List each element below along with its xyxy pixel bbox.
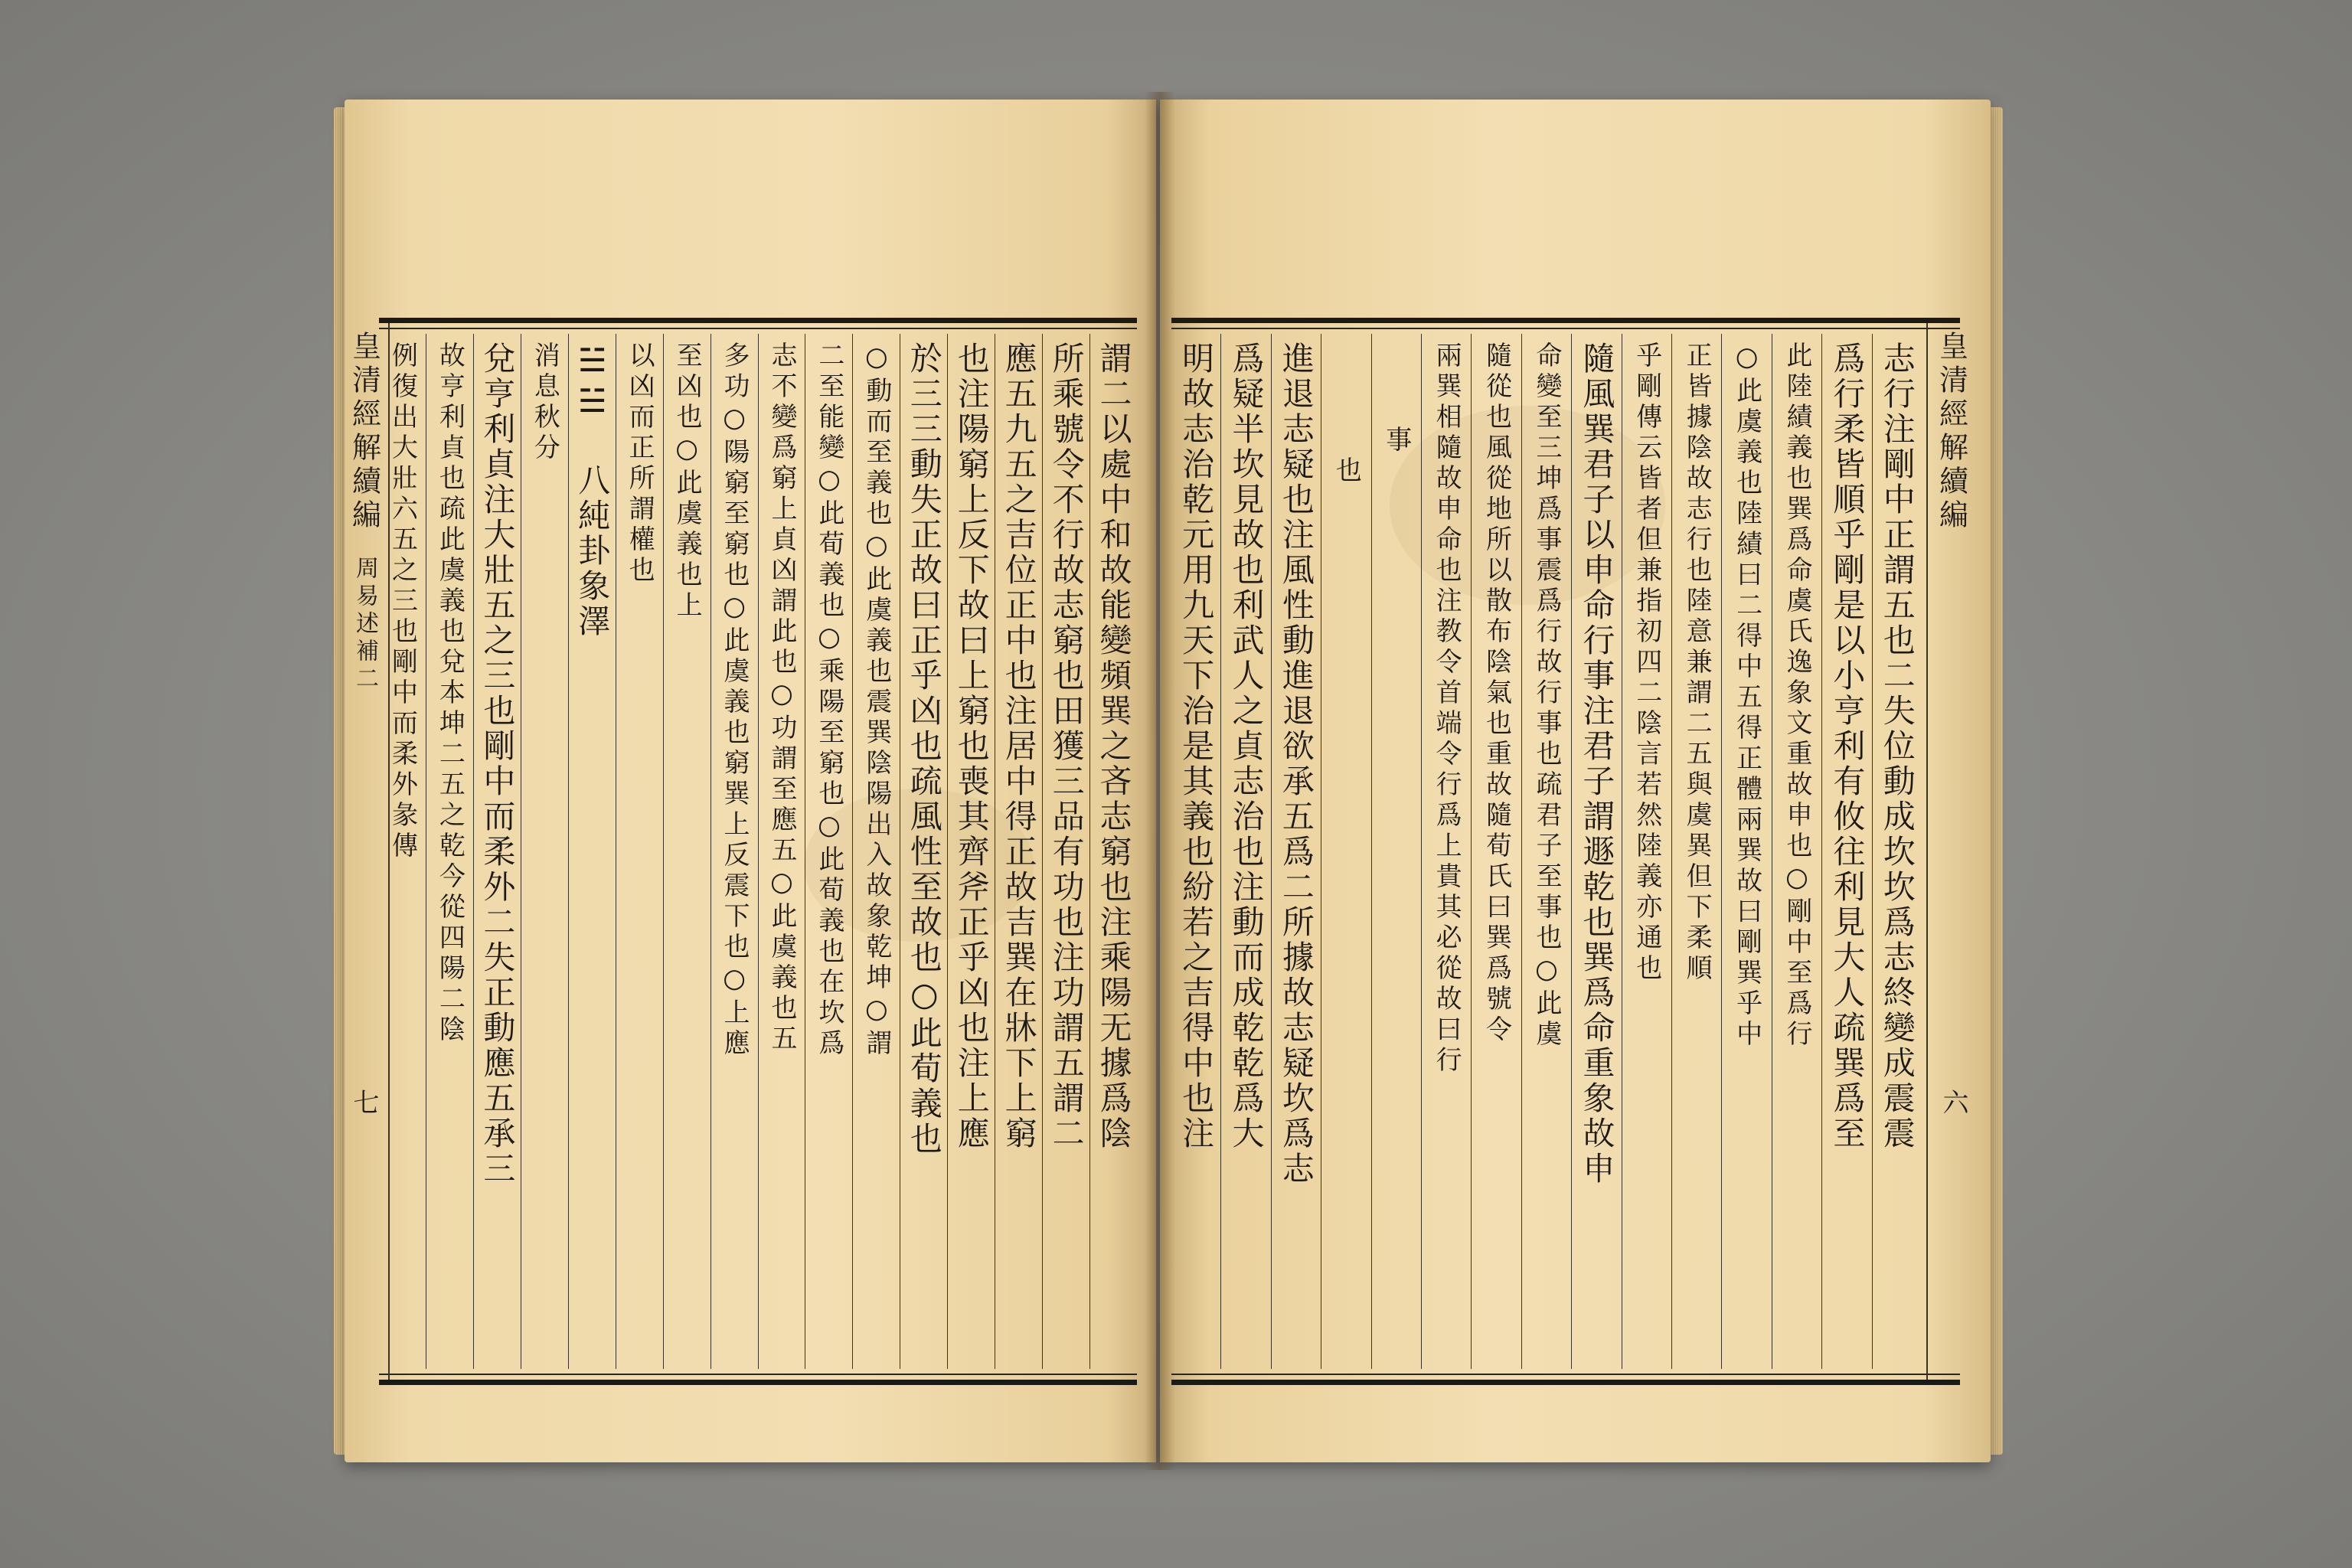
column-text: 所乘號令不行故志窮也田獲三品有功也注功謂五謂二 <box>1047 341 1086 1152</box>
frame-rule-top <box>1171 328 1960 329</box>
column-text: 例復出大壯六五之三也剛中而柔外彖傳 <box>387 341 418 862</box>
text-column <box>426 334 473 1369</box>
column-text: 事 <box>1380 426 1412 456</box>
column-text: 多功○陽窮至窮也○此虞義也窮巽上反震下也○上應 <box>719 341 750 1060</box>
text-column <box>1872 334 1922 1369</box>
column-text: 明故志治乾元用九天下治是其義也紛若之吉得中也注 <box>1178 341 1216 1152</box>
frame-rule-top <box>379 328 1137 329</box>
text-column <box>900 334 947 1369</box>
column-text: 乎剛傳云皆者但兼指初四二陰言若然陸義亦通也 <box>1631 341 1662 985</box>
column-text: ○動而至義也○此虞義也震巽陰陽出入故象乾坤○謂 <box>861 341 892 1060</box>
text-column <box>1571 334 1621 1369</box>
column-text: 也注陽窮上反下故曰上窮也喪其齊斧正乎凶也注上應 <box>952 341 991 1152</box>
text-column <box>1042 334 1089 1369</box>
column-text: ○此虞義也陸績曰二得中五得正體兩巽故曰剛巽乎中 <box>1731 341 1762 1050</box>
text-column <box>1772 334 1821 1369</box>
text-column <box>995 334 1042 1369</box>
column-text: 故亨利貞也疏此虞義也兌本坤二五之乾今從四陽二陰 <box>434 341 466 1046</box>
right-page <box>1160 100 1991 1462</box>
text-column <box>852 334 900 1369</box>
right-page-edges <box>1989 107 2003 1455</box>
column-text: 於三三動失正故曰正乎凶也疏風性至故也○此荀義也 <box>905 341 943 1157</box>
column-text: 至凶也○此虞義也上 <box>671 341 703 622</box>
text-column <box>1421 334 1471 1369</box>
text-column <box>379 334 426 1369</box>
left-sub-title: 周易述補二 <box>351 556 378 694</box>
column-text: 以凶而正所謂權也 <box>624 341 655 586</box>
column-text: 進退志疑也注風性動進退欲承五爲二所據故志疑坎爲志 <box>1277 341 1315 1187</box>
right-fish-tail-strip <box>1926 323 1975 1380</box>
left-folio: 七 <box>348 1089 379 1115</box>
right-columns <box>1171 334 1922 1369</box>
text-column <box>1671 334 1721 1369</box>
right-text-frame <box>1171 318 1968 1385</box>
column-text: 志行注剛中正謂五也二失位動成坎坎爲志終變成震震 <box>1878 341 1916 1152</box>
column-text: 謂二以處中和故能變頻巽之吝志窮也注乘陽无據爲陰 <box>1095 341 1133 1152</box>
column-text: 命變至三坤爲事震爲行故行事也疏君子至事也○此虞 <box>1530 341 1562 1050</box>
left-page <box>345 100 1156 1462</box>
column-text: 兩巽相隨故申命也注教令首端令行爲上貴其必從故曰行 <box>1431 341 1462 1076</box>
text-column <box>1089 334 1137 1369</box>
left-running-title: 皇清經解續編 <box>347 331 381 533</box>
text-column <box>1171 334 1220 1369</box>
left-columns <box>379 334 1137 1369</box>
column-text: 隨風巽君子以申命行事注君子謂遯乾也巽爲命重象故申 <box>1578 341 1616 1187</box>
text-column <box>947 334 995 1369</box>
right-running-title: 皇清經解續編 <box>1934 331 1968 533</box>
column-text: 爲疑半坎見故也利武人之貞志治也注動而成乾乾爲大 <box>1227 341 1266 1152</box>
column-text: 志不變爲窮上貞凶謂此也○功謂至應五○此虞義也五 <box>766 341 797 1055</box>
text-column <box>616 334 663 1369</box>
column-text: 二至能變○此荀義也○乘陽至窮也○此荀義也在坎爲 <box>813 341 844 1060</box>
text-column <box>1321 334 1370 1369</box>
text-column <box>710 334 758 1369</box>
right-folio: 六 <box>1938 1089 1968 1115</box>
text-column <box>1721 334 1771 1369</box>
text-column <box>663 334 710 1369</box>
column-text: ☱☱ 八純卦象澤 <box>573 341 612 639</box>
open-book <box>345 92 1991 1470</box>
text-column <box>1471 334 1521 1369</box>
column-text: 此陸績義也巽爲命虞氏逸象文重故申也○剛中至爲行 <box>1781 341 1812 1050</box>
column-text: 消息秋分 <box>529 341 560 464</box>
text-column <box>1821 334 1871 1369</box>
text-column <box>521 334 568 1369</box>
left-text-frame <box>347 318 1137 1385</box>
text-column <box>473 334 521 1369</box>
text-column <box>1220 334 1270 1369</box>
column-text: 兌亨利貞注大壯五之三也剛中而柔外二失正動應五承三 <box>479 341 517 1187</box>
column-text: 應五九五之吉位正中也注居中得正故吉巽在牀下上窮 <box>1000 341 1038 1152</box>
column-text: 爲行柔皆順乎剛是以小亨利有攸往利見大人疏巽爲至 <box>1828 341 1867 1152</box>
text-column <box>1622 334 1671 1369</box>
column-text: 隨從也風從地所以散布陰氣也重故隨荀氏曰巽爲號令 <box>1481 341 1512 1046</box>
text-column <box>1521 334 1571 1369</box>
hexagram-column <box>568 334 616 1369</box>
text-column <box>1371 334 1421 1369</box>
text-column <box>1271 334 1321 1369</box>
text-column <box>758 334 805 1369</box>
column-text: 也 <box>1331 456 1362 487</box>
text-column <box>805 334 852 1369</box>
column-text: 正皆據陰故志行也陸意兼謂二五與虞異但下柔順 <box>1681 341 1713 985</box>
